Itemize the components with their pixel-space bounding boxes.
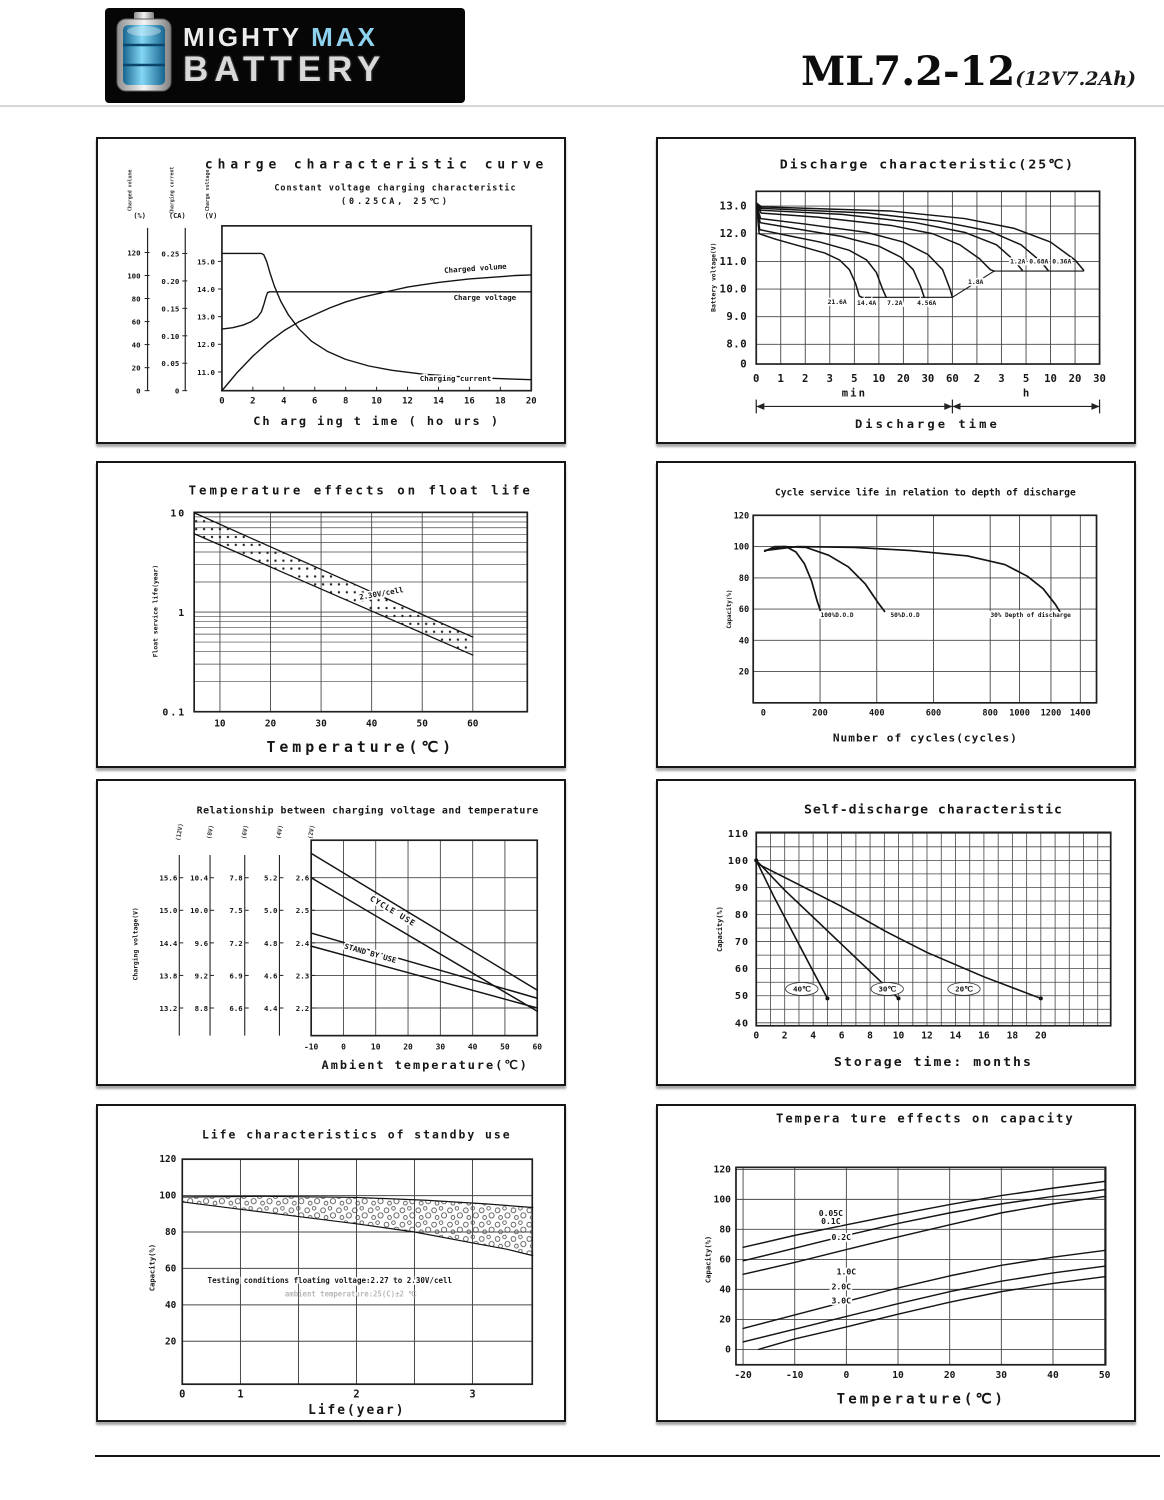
page-header	[0, 0, 1164, 107]
svg-text:7.5: 7.5	[229, 906, 243, 916]
svg-text:400: 400	[868, 708, 885, 719]
svg-text:30: 30	[1093, 372, 1106, 385]
svg-text:3.0C: 3.0C	[831, 1295, 851, 1306]
svg-text:Temperature(℃): Temperature(℃)	[836, 1391, 1006, 1408]
svg-text:40: 40	[719, 1284, 731, 1296]
svg-text:30: 30	[435, 1042, 446, 1052]
model-number: ML7.2-12	[800, 48, 1016, 95]
svg-text:120: 120	[713, 1164, 731, 1176]
model-title	[801, 48, 1136, 95]
svg-text:10.0: 10.0	[190, 906, 209, 916]
svg-text:Number of cycles(cycles): Number of cycles(cycles)	[832, 731, 1018, 745]
svg-text:40: 40	[734, 1018, 750, 1030]
svg-text:120: 120	[159, 1154, 177, 1166]
svg-text:7.8: 7.8	[229, 873, 243, 883]
svg-text:Charged volume: Charged volume	[443, 261, 507, 276]
svg-text:100: 100	[159, 1190, 177, 1202]
svg-text:0.1C: 0.1C	[821, 1216, 841, 1227]
svg-text:7.2A: 7.2A	[887, 300, 903, 307]
svg-text:3: 3	[826, 372, 833, 385]
svg-text:2.6: 2.6	[295, 873, 310, 883]
svg-text:14: 14	[949, 1030, 962, 1042]
chart-canvas-float-life	[98, 463, 564, 766]
svg-text:60: 60	[131, 317, 141, 327]
svg-text:Float service life(year): Float service life(year)	[151, 564, 160, 658]
svg-text:21.6A: 21.6A	[827, 299, 847, 307]
svg-text:5: 5	[851, 372, 858, 385]
svg-text:Charging current: Charging current	[169, 166, 176, 215]
svg-text:12.0: 12.0	[719, 228, 748, 241]
svg-text:20: 20	[943, 1370, 956, 1382]
svg-text:16: 16	[978, 1030, 990, 1042]
model-rating: (12V7.2Ah)	[1015, 68, 1136, 90]
svg-text:Capacity(%): Capacity(%)	[725, 589, 733, 629]
svg-text:2.3: 2.3	[295, 971, 310, 981]
svg-text:100: 100	[727, 855, 750, 867]
svg-text:18: 18	[1006, 1030, 1019, 1042]
logo-text	[183, 24, 386, 87]
svg-text:Self-discharge characteristic: Self-discharge characteristic	[803, 802, 1063, 818]
svg-text:min: min	[841, 387, 868, 400]
svg-text:2.30V/cell: 2.30V/cell	[358, 585, 405, 602]
svg-text:0.05: 0.05	[161, 359, 180, 369]
svg-text:50: 50	[1098, 1370, 1111, 1382]
svg-text:15.0: 15.0	[197, 257, 215, 267]
mightymax-logo	[105, 8, 465, 103]
svg-text:0.2C: 0.2C	[831, 1231, 851, 1242]
svg-text:60: 60	[165, 1263, 177, 1275]
svg-text:2: 2	[250, 396, 256, 407]
svg-text:5.0: 5.0	[264, 906, 278, 916]
svg-text:10.0: 10.0	[719, 283, 748, 296]
svg-text:Discharge time: Discharge time	[854, 417, 1000, 432]
svg-text:50: 50	[500, 1042, 510, 1052]
svg-text:6.9: 6.9	[229, 971, 243, 981]
svg-text:Charging voltage(V): Charging voltage(V)	[131, 907, 140, 981]
svg-text:10: 10	[872, 372, 886, 385]
svg-text:Charged volume: Charged volume	[127, 169, 134, 212]
svg-text:10: 10	[214, 718, 226, 730]
svg-text:70: 70	[734, 937, 750, 948]
svg-text:(8V): (8V)	[205, 824, 216, 840]
svg-text:ambient temperature:25(C)±2 ℃: ambient temperature:25(C)±2 ℃	[284, 1289, 417, 1299]
svg-text:18: 18	[494, 396, 506, 407]
svg-text:5: 5	[1022, 372, 1030, 385]
svg-text:6: 6	[312, 396, 318, 407]
svg-text:Testing conditions floating vo: Testing conditions floating voltage:2.27 to 2.30V/cell	[207, 1275, 453, 1285]
svg-text:40: 40	[738, 636, 750, 647]
svg-text:120: 120	[127, 248, 141, 258]
svg-text:10: 10	[892, 1370, 904, 1382]
svg-text:0: 0	[136, 386, 141, 396]
svg-text:h: h	[1022, 387, 1030, 400]
svg-text:0.10: 0.10	[161, 331, 180, 341]
svg-text:14: 14	[433, 396, 444, 407]
svg-text:5.2: 5.2	[264, 873, 278, 883]
logo-word-max: MAX	[311, 22, 378, 52]
svg-text:4.56A: 4.56A	[917, 300, 937, 307]
svg-text:4.4: 4.4	[264, 1003, 278, 1013]
svg-text:14.0: 14.0	[197, 284, 215, 294]
svg-text:8.8: 8.8	[194, 1003, 209, 1013]
svg-text:6.6: 6.6	[229, 1003, 243, 1013]
svg-text:1400: 1400	[1069, 708, 1091, 719]
svg-text:60: 60	[532, 1042, 543, 1052]
svg-text:20: 20	[1068, 372, 1082, 385]
svg-text:12: 12	[402, 396, 413, 407]
svg-text:7.2: 7.2	[229, 938, 243, 948]
svg-text:20: 20	[403, 1042, 413, 1052]
chart-box-self-discharge	[656, 779, 1136, 1086]
svg-text:9.2: 9.2	[194, 971, 209, 981]
chart-box-standby-life	[96, 1104, 566, 1422]
svg-text:100: 100	[713, 1194, 731, 1206]
charts-row-1	[96, 137, 1164, 444]
svg-text:6: 6	[838, 1030, 845, 1042]
svg-text:4.8: 4.8	[264, 938, 278, 948]
svg-text:40℃: 40℃	[792, 984, 811, 994]
svg-text:40: 40	[165, 1299, 177, 1311]
svg-text:13.0: 13.0	[197, 312, 215, 322]
chart-box-float-life	[96, 461, 566, 768]
svg-text:80: 80	[719, 1224, 731, 1236]
svg-text:Relationship between charging: Relationship between charging voltage and temperature	[196, 805, 539, 817]
svg-text:Battery voltage(V): Battery voltage(V)	[709, 242, 718, 312]
svg-text:2.4: 2.4	[295, 938, 310, 948]
chart-canvas-standby-life	[98, 1106, 564, 1420]
chart-canvas-discharge	[658, 139, 1134, 442]
svg-text:Capacity(%): Capacity(%)	[147, 1243, 157, 1292]
svg-text:12.0: 12.0	[197, 340, 215, 350]
svg-text:0: 0	[740, 358, 748, 371]
svg-text:-10: -10	[786, 1370, 804, 1382]
svg-text:80: 80	[738, 573, 750, 584]
svg-text:4: 4	[281, 396, 287, 407]
svg-text:16: 16	[464, 396, 475, 407]
chart-canvas-charging-voltage-temperature	[98, 781, 564, 1084]
svg-text:15.0: 15.0	[159, 906, 178, 916]
svg-text:10: 10	[170, 508, 187, 520]
svg-text:0: 0	[179, 1388, 186, 1401]
chart-canvas-charge	[98, 139, 564, 442]
svg-text:0.15: 0.15	[161, 304, 180, 314]
svg-text:30% Depth of discharge: 30% Depth of discharge	[990, 611, 1071, 619]
svg-text:(4V): (4V)	[275, 824, 285, 840]
svg-text:-20: -20	[734, 1370, 752, 1382]
svg-text:60: 60	[946, 372, 959, 385]
chart-canvas-cycle-life	[658, 463, 1134, 766]
charts-row-3	[96, 779, 1164, 1086]
svg-text:0: 0	[725, 1344, 731, 1356]
svg-text:Charge voltage: Charge voltage	[205, 169, 212, 212]
logo-line1	[183, 24, 386, 50]
svg-text:40: 40	[131, 340, 141, 350]
svg-text:(0.25CA, 25℃): (0.25CA, 25℃)	[341, 196, 450, 207]
svg-text:14.4: 14.4	[159, 938, 178, 948]
svg-text:20: 20	[719, 1314, 731, 1326]
logo-word-mighty: MIGHTY	[183, 22, 303, 52]
svg-text:40: 40	[1047, 1370, 1059, 1382]
chart-canvas-self-discharge	[658, 781, 1134, 1084]
svg-text:0: 0	[219, 396, 225, 407]
svg-text:9.0: 9.0	[726, 311, 748, 324]
svg-text:20: 20	[896, 372, 910, 385]
svg-text:Life(year): Life(year)	[308, 1402, 406, 1418]
svg-text:20℃: 20℃	[955, 984, 973, 994]
svg-text:20: 20	[131, 363, 141, 373]
svg-text:10: 10	[1044, 372, 1057, 385]
svg-text:4: 4	[810, 1030, 817, 1042]
svg-text:0: 0	[760, 708, 766, 719]
svg-text:2: 2	[973, 372, 981, 385]
svg-text:Charge voltage: Charge voltage	[453, 293, 517, 303]
svg-text:30: 30	[315, 718, 327, 730]
svg-text:(V): (V)	[204, 211, 218, 220]
svg-text:0: 0	[753, 1030, 760, 1042]
svg-text:0.05C: 0.05C	[818, 1207, 844, 1218]
svg-text:13.8: 13.8	[159, 971, 178, 981]
svg-text:50: 50	[416, 718, 428, 730]
svg-text:Ambient temperature(℃): Ambient temperature(℃)	[321, 1058, 529, 1073]
svg-text:(12V): (12V)	[174, 822, 185, 842]
svg-text:60: 60	[467, 718, 479, 730]
svg-text:0: 0	[341, 1042, 346, 1052]
svg-text:Storage time: months: Storage time: months	[834, 1055, 1033, 1071]
svg-text:1: 1	[777, 372, 784, 385]
svg-text:Capacity(%): Capacity(%)	[703, 1235, 713, 1284]
battery-icon	[113, 11, 175, 100]
chart-box-cycle-life	[656, 461, 1136, 768]
svg-text:20: 20	[264, 718, 277, 730]
svg-text:3: 3	[998, 372, 1005, 385]
svg-text:100: 100	[733, 542, 750, 553]
svg-text:Charging current: Charging current	[419, 373, 492, 383]
svg-text:11.0: 11.0	[197, 367, 215, 377]
svg-text:800: 800	[982, 708, 998, 719]
svg-text:30℃: 30℃	[878, 984, 897, 994]
svg-text:600: 600	[925, 708, 942, 719]
svg-text:90: 90	[734, 883, 750, 894]
charts-row-4	[96, 1104, 1164, 1422]
svg-text:1: 1	[237, 1388, 244, 1401]
svg-text:10.4: 10.4	[190, 873, 209, 883]
svg-text:Capacity(%): Capacity(%)	[715, 906, 724, 952]
svg-text:-10: -10	[304, 1042, 319, 1052]
svg-text:8: 8	[867, 1030, 873, 1042]
svg-text:1.0C: 1.0C	[836, 1266, 857, 1277]
svg-text:8.0: 8.0	[726, 338, 748, 351]
chart-box-charge-characteristic	[96, 137, 566, 444]
svg-text:Temperature effects on float l: Temperature effects on float life	[188, 483, 533, 498]
svg-text:0: 0	[174, 386, 180, 396]
svg-text:120: 120	[733, 511, 750, 522]
svg-text:1200: 1200	[1040, 708, 1062, 719]
charts-row-2	[96, 461, 1164, 768]
svg-text:(2V): (2V)	[306, 824, 317, 840]
svg-text:11.0: 11.0	[719, 255, 748, 268]
svg-text:80: 80	[165, 1226, 177, 1239]
chart-box-capacity-temperature	[656, 1104, 1136, 1422]
svg-text:Ch arg ing t ime ( ho urs ): Ch arg ing t ime ( ho urs )	[253, 414, 500, 429]
svg-text:15.6: 15.6	[159, 873, 178, 883]
chart-canvas-capacity-temperature	[658, 1106, 1134, 1420]
svg-text:(CA): (CA)	[168, 211, 186, 220]
svg-text:100: 100	[127, 271, 141, 281]
footer-divider	[95, 1455, 1160, 1457]
svg-text:40: 40	[467, 1042, 478, 1052]
svg-text:Discharge characteristic(25℃): Discharge characteristic(25℃)	[779, 157, 1075, 173]
svg-text:2.0C: 2.0C	[831, 1281, 851, 1292]
svg-text:20: 20	[1035, 1030, 1047, 1042]
svg-text:2: 2	[781, 1030, 788, 1042]
svg-text:2.5: 2.5	[295, 906, 310, 916]
svg-text:2.2: 2.2	[295, 1003, 310, 1013]
svg-text:2: 2	[802, 372, 809, 385]
svg-text:1000: 1000	[1009, 708, 1030, 719]
svg-text:60: 60	[719, 1254, 731, 1266]
svg-text:0.20: 0.20	[161, 276, 180, 286]
svg-text:0.25: 0.25	[161, 249, 180, 259]
svg-text:1: 1	[178, 607, 187, 619]
svg-text:Life characteristics of standb: Life characteristics of standby use	[201, 1127, 512, 1142]
svg-text:10: 10	[371, 396, 382, 407]
svg-text:60: 60	[738, 605, 750, 615]
svg-text:10: 10	[370, 1042, 381, 1052]
svg-text:(%): (%)	[133, 211, 146, 220]
svg-text:(6V): (6V)	[240, 824, 250, 840]
svg-text:100%D.O.D: 100%D.O.D	[820, 611, 854, 619]
svg-text:Cycle service life in relation: Cycle service life in relation to depth of discharge	[774, 487, 1076, 499]
chart-box-charging-voltage-temperature	[96, 779, 566, 1086]
svg-text:3: 3	[469, 1388, 476, 1401]
svg-text:Tempera ture effects on capaci: Tempera ture effects on capacity	[775, 1111, 1075, 1126]
svg-text:40: 40	[365, 718, 378, 730]
svg-text:12: 12	[921, 1030, 933, 1042]
svg-text:9.6: 9.6	[194, 938, 209, 948]
svg-text:1.2A 0.68A 0.36A: 1.2A 0.68A 0.36A	[1010, 258, 1072, 266]
svg-text:80: 80	[734, 910, 750, 921]
svg-text:20: 20	[525, 396, 537, 407]
svg-text:14.4A: 14.4A	[857, 300, 877, 307]
svg-text:Constant voltage charging char: Constant voltage charging characteristic	[274, 182, 517, 193]
svg-text:50%D.O.D: 50%D.O.D	[890, 611, 920, 619]
svg-text:30: 30	[995, 1370, 1008, 1382]
svg-text:10: 10	[892, 1030, 905, 1042]
svg-text:200: 200	[812, 708, 828, 719]
svg-text:13.2: 13.2	[159, 1003, 178, 1013]
svg-text:0: 0	[843, 1370, 850, 1382]
svg-text:4.6: 4.6	[264, 971, 278, 981]
svg-text:30: 30	[921, 372, 935, 385]
svg-text:Temperature(℃): Temperature(℃)	[266, 739, 456, 757]
svg-text:110: 110	[727, 828, 750, 840]
svg-text:60: 60	[734, 964, 750, 976]
svg-text:50: 50	[734, 991, 750, 1003]
svg-text:80: 80	[131, 294, 141, 304]
svg-text:8: 8	[342, 396, 349, 407]
svg-text:2: 2	[353, 1388, 360, 1401]
svg-text:13.0: 13.0	[719, 200, 748, 213]
logo-word-battery: BATTERY	[183, 50, 387, 89]
chart-box-discharge-characteristic	[656, 137, 1136, 444]
svg-text:0: 0	[753, 372, 760, 385]
svg-text:20: 20	[165, 1336, 177, 1348]
svg-text:0.1: 0.1	[162, 707, 187, 719]
svg-text:CYCLE USE: CYCLE USE	[368, 893, 418, 929]
svg-text:charge characteristic curve: charge characteristic curve	[204, 157, 549, 173]
svg-text:1.8A: 1.8A	[968, 279, 984, 287]
svg-text:STAND BY USE: STAND BY USE	[343, 941, 398, 965]
svg-text:20: 20	[738, 667, 750, 678]
